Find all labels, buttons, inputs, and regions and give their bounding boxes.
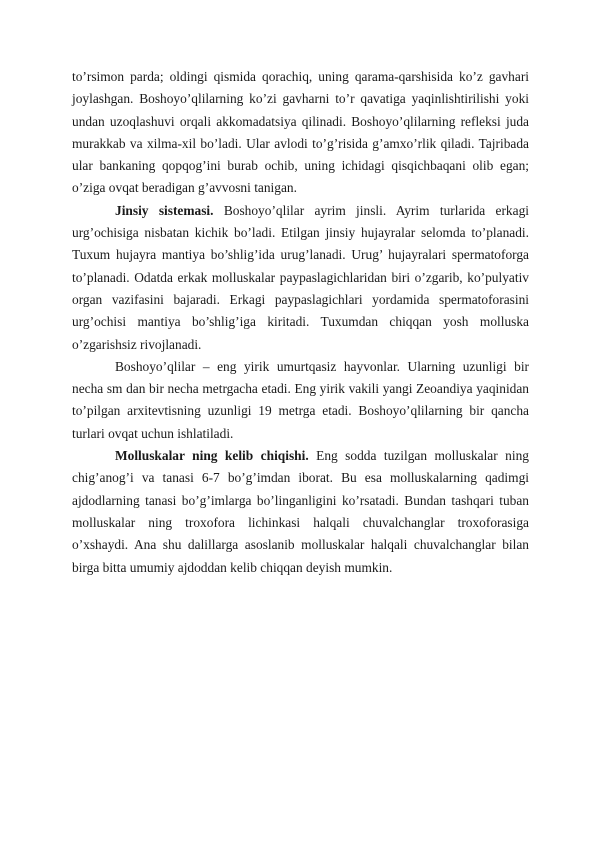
section-heading-origin-of-molluscs: Molluskalar ning kelib chiqishi. [115,448,309,464]
paragraph-text: to’rsimon parda; oldingi qismida qorachiq, uning qarama-qarshisida ko’z gavhari joylashgan. Boshoyo’qlilarning ko’zi gavharni to’r qavatiga yaqinlishtirilishi yoki undan uzoqlashuvi orqali akkomadatsiya qilinadi. Boshoyo’qlilarning refleksi juda murakkab va xilma-xil bo’ladi. Ular avlodi to’g’risida g’amxo’rlik qiladi. Tajribada ular bankaning qopqog’ini burab ochib, uning ichidagi qisqichbaqani olib egan; o’ziga ovqat beradigan g’avvosni tanigan. [72,69,529,196]
paragraph-reproductive-system [72,200,529,356]
section-heading-reproductive-system: Jinsiy sistemasi. [115,202,214,218]
paragraph-text: Eng sodda tuzilgan molluskalar ning chig’anog’i va tanasi 6-7 bo’g’imdan iborat. Bu esa molluskalarning qadimgi ajdodlarning tanasi bo’g’imlarga bo’linganligini ko’rsatadi. Bundan tashqari tuban molluskalar ning troxofora lichinkasi halqali chuvalchanglar troxoforasiga o’xshaydi. Ana shu dalillarga asoslanib molluskalar halqali chuvalchanglar bilan birga bitta umumiy ajdoddan kelib chiqqan deyish mumkin. [72,448,529,575]
paragraph-origin-of-molluscs [72,445,529,579]
paragraph-text: Boshoyo’qlilar ayrim jinsli. Ayrim turlarida erkagi urg’ochisiga nisbatan kichik bo’ladi. Etilgan jinsiy hujayralar selomda to’planadi. Tuxum hujayra mantiya bo’shlig’ida urug’lanadi. Urug’ hujayralari spermatoforga to’planadi. Odatda erkak molluskalar paypaslagichlaridan biri o’zgarib, ko’pulyativ organ vazifasini bajaradi. Erkagi paypaslagichlari yordamida spermatoforasini urg’ochisi mantiya bo’shlig’iga kiritadi. Tuxumdan chiqqan yosh molluska o’zgarishsiz rivojlanadi. [72,202,529,352]
paragraph-eye-and-behavior [72,66,529,200]
paragraph-text: Boshoyo’qlilar – eng yirik umurtqasiz hayvonlar. Ularning uzunligi bir necha sm dan bir necha metrgacha etadi. Eng yirik vakili yangi Zeoandiya yaqinidan to’pilgan arxitevtisning uzunligi 19 metrga etadi. Boshoyo’qlilarning bir qancha turlari ovqat uchun ishlatiladi. [72,358,529,441]
document-page [72,66,529,579]
paragraph-largest-invertebrates [72,356,529,445]
